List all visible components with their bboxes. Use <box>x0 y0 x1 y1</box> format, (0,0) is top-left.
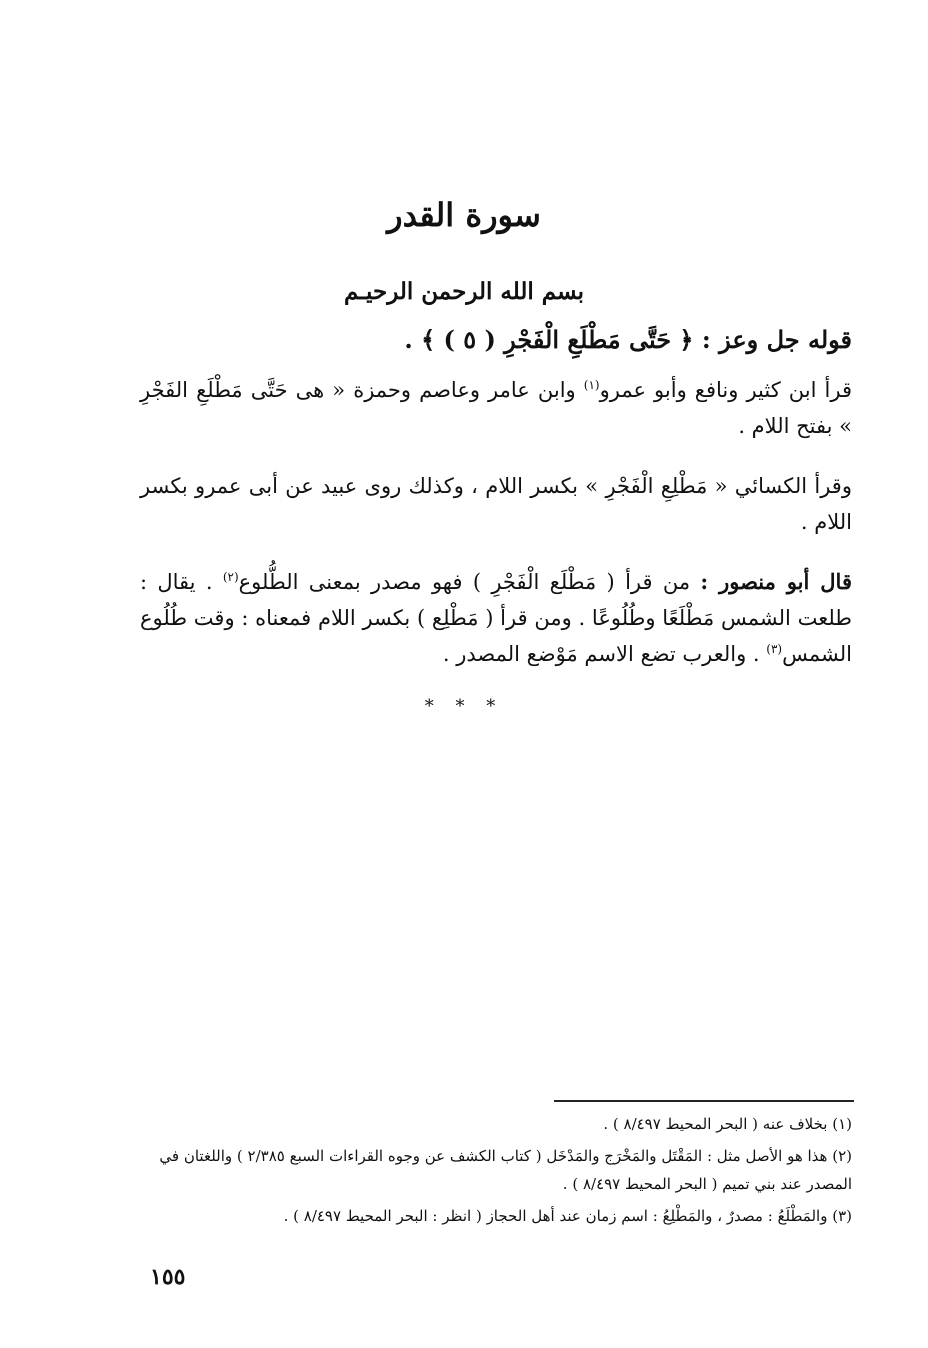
footnote-2: (٢) هذا هو الأصل مثل : المَقْتَل والمَخْرَج والمَدْخَل ( كتاب الكشف عن وجوه القراءات السبع ٢/٣٨٥ ) واللغتان في المصدر عند بني تميم ( البحر المحيط ٨/٤٩٧ ) . <box>159 1147 852 1193</box>
verse-label: قوله جل وعز : <box>701 325 852 354</box>
paragraph-abu-mansur <box>140 564 852 672</box>
paragraph-readings-2: وقرأ الكسائي « مَطْلِعِ الْفَجْرِ » بكسر اللام ، وكذلك روى عبيد عن أبى عمرو بكسر اللام . <box>140 474 852 534</box>
section-separator: * * * <box>424 696 504 717</box>
footnote-1: (١) بخلاف عنه ( البحر المحيط ٨/٤٩٧ ) . <box>603 1115 852 1133</box>
footnote-marker: (١) <box>583 378 600 392</box>
verse-line <box>140 322 852 358</box>
basmala: بسم الله الرحمن الرحيـم <box>344 278 584 305</box>
paragraph-text: وابن عامر وعاصم وحمزة « هى حَتَّى مَطْلَعِ الفَجْرِ » بفتح اللام . <box>140 378 852 438</box>
page-number: ١٥٥ <box>150 1264 186 1290</box>
footnote-divider <box>554 1100 854 1102</box>
footnote-marker: (٣) <box>766 642 783 656</box>
footnote-3: (٣) والمَطْلَعُ : مصدرٌ ، والمَطْلِعُ : اسم زمان عند أهل الحجاز ( انظر : البحر المحيط ٨/٤٩٧ ) . <box>283 1207 852 1225</box>
footnotes-list <box>132 1110 852 1234</box>
paragraph-text: . يقال : طلعت الشمس مَطْلَعًا وطُلُوعًا . ومن قرأ ( مَطْلِع ) بكسر اللام فمعناه : وقت طُلُوع الشمس <box>140 570 852 666</box>
footnote-marker: (٢) <box>222 570 239 584</box>
surah-title: سورة القدر <box>387 196 541 234</box>
paragraph-readings-1 <box>140 372 852 444</box>
paragraph-text: من قرأ ( مَطْلَع الْفَجْرِ ) فهو مصدر بمعنى الطُّلوع <box>238 570 701 594</box>
verse-text: ﴿ حَتَّى مَطْلَعِ الْفَجْرِ ( ٥ ) ﴾ . <box>404 325 694 354</box>
paragraph-lead: قال أبو منصور : <box>700 569 852 594</box>
paragraph-text: . والعرب تضع الاسم مَوْضع المصدر . <box>442 642 767 666</box>
paragraph-text: قرأ ابن كثير ونافع وأبو عمرو <box>599 378 852 402</box>
